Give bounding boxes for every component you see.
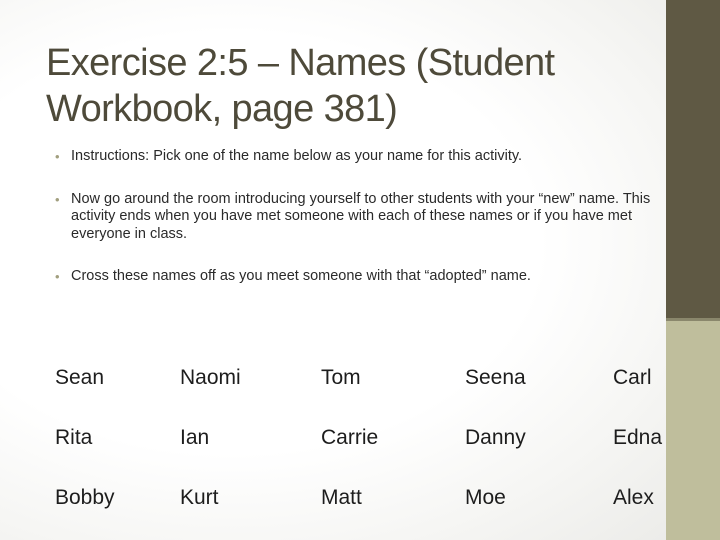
decorative-sidebar xyxy=(666,0,720,540)
name-cell: Naomi xyxy=(180,366,241,389)
name-cell: Carrie xyxy=(321,426,379,449)
name-cell: Seena xyxy=(465,366,526,389)
name-cell: Moe xyxy=(465,486,506,509)
bullet-text: Instructions: Pick one of the name below as your name for this activity. xyxy=(71,148,523,164)
name-cell: Edna xyxy=(613,426,663,449)
name-cell: Matt xyxy=(321,486,362,509)
names-row-3 xyxy=(55,480,665,540)
name-cell: Alex xyxy=(613,486,654,509)
names-grid xyxy=(55,360,665,540)
bullet-list xyxy=(52,148,652,286)
bullet-text: Cross these names off as you meet someone with that “adopted” name. xyxy=(71,268,531,284)
slide-title: Exercise 2:5 – Names (Student Workbook, page 381) xyxy=(46,42,555,130)
names-row-1 xyxy=(55,360,665,420)
decorative-sidebar-divider xyxy=(666,318,720,321)
name-cell: Rita xyxy=(55,426,93,449)
name-cell: Ian xyxy=(180,426,210,449)
bullet-icon: • xyxy=(55,269,60,284)
decorative-sidebar-accent xyxy=(666,318,720,540)
names-row-2 xyxy=(55,420,665,480)
bullet-item-instructions xyxy=(52,148,652,166)
name-cell: Carl xyxy=(613,366,652,389)
bullet-text: Now go around the room introducing yourself to other students with your “new” name. This activity ends when you have met someone with each of these names or if you have met everyone in class. xyxy=(71,190,651,242)
name-cell: Tom xyxy=(321,366,361,389)
bullet-icon: • xyxy=(55,149,60,164)
bullet-item-cross-off xyxy=(52,268,652,286)
name-cell: Kurt xyxy=(180,486,219,509)
name-cell: Danny xyxy=(465,426,526,449)
name-cell: Sean xyxy=(55,366,105,389)
name-cell: Bobby xyxy=(55,486,115,509)
bullet-item-introduce xyxy=(52,191,652,244)
bullet-icon: • xyxy=(55,191,60,207)
